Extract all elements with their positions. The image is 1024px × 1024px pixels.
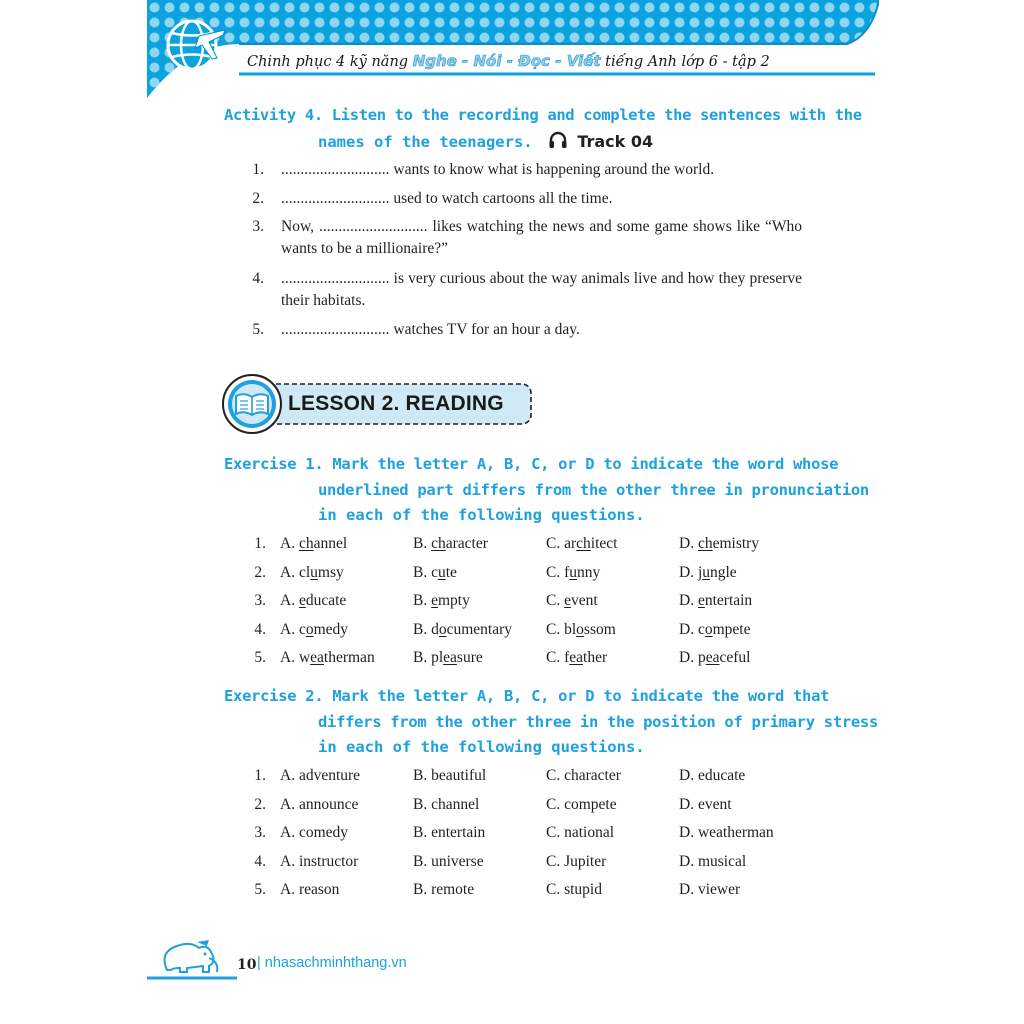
option-c: C. character: [546, 767, 621, 784]
option-d: D. peaceful: [679, 649, 751, 667]
underlined-part: ch: [576, 535, 591, 552]
option-a: A. instructor: [280, 852, 359, 870]
lesson-title: LESSON 2. READING: [288, 392, 504, 415]
underlined-part: e: [431, 592, 438, 610]
underlined-part: ch: [697, 535, 713, 552]
underlined-part: o: [704, 620, 713, 638]
sentence-text: Now, ............................ likes watching the news and some game shows like “Who wants to be a millionaire?”: [281, 218, 802, 257]
underlined-part: ea: [705, 649, 720, 667]
underlined-part: e: [298, 592, 306, 610]
underlined-part: e: [697, 592, 705, 610]
row-number: 3.: [254, 824, 266, 842]
option-c: C. blossom: [546, 620, 616, 638]
elephant-icon: [147, 932, 237, 982]
underlined-part: ea: [569, 649, 584, 667]
row-number: 4.: [254, 852, 266, 870]
option-b: B. pleasure: [413, 649, 483, 667]
option-a: A. clumsy: [280, 563, 344, 581]
option-d: D. entertain: [679, 592, 753, 610]
row-number: 2.: [254, 795, 266, 813]
option-d: D. jungle: [679, 563, 737, 581]
activity4-heading: Activity 4. Listen to the recording and complete the sentences with the names of the teenagers. Track 04: [224, 106, 862, 151]
option-d: D. educate: [679, 767, 746, 784]
option-b: B. cute: [413, 563, 457, 581]
sentence-text: ............................ watches TV for an hour a day.: [281, 321, 580, 338]
option-c: C. feather: [546, 649, 608, 667]
option-b: B. entertain: [413, 824, 486, 842]
option-d: D. chemistry: [679, 535, 760, 552]
option-a: A. comedy: [280, 824, 349, 842]
underlined-part: o: [305, 620, 314, 638]
option-d: D. compete: [679, 620, 751, 638]
footer-website: | nhasachminhthang.vn: [257, 955, 407, 971]
row-number: 3.: [254, 592, 266, 610]
exercise2-heading: Exercise 2. Mark the letter A, B, C, or D to indicate the word that differs from the other three in the position of primary stress in each of the following questions.: [224, 687, 878, 756]
option-a: A. reason: [280, 881, 340, 899]
option-c: C. architect: [546, 535, 618, 552]
sentence-text: ............................ is very curious about the way animals live and how they preserve their habitats.: [281, 270, 802, 309]
option-a: A. educate: [280, 592, 347, 610]
option-c: C. Jupiter: [546, 852, 607, 870]
option-b: B. empty: [413, 592, 470, 610]
underlined-part: ch: [431, 535, 446, 552]
sentence-text: ............................ wants to know what is happening around the world.: [281, 161, 715, 178]
underlined-part: e: [564, 592, 571, 610]
page-header: [147, 0, 879, 98]
option-b: B. beautiful: [413, 767, 487, 784]
option-d: D. musical: [679, 852, 747, 870]
underlined-part: ch: [298, 535, 314, 552]
headphones-icon: [548, 131, 568, 149]
option-d: D. viewer: [679, 881, 741, 899]
track-label: Track 04: [577, 131, 654, 151]
underlined-part: ea: [310, 649, 324, 667]
option-a: A. announce: [280, 795, 359, 813]
option-d: D. weatherman: [679, 824, 774, 842]
option-c: C. funny: [546, 563, 601, 581]
option-c: C. event: [546, 592, 598, 610]
underlined-part: o: [438, 620, 447, 638]
row-number: 1.: [254, 767, 266, 784]
option-c: C. compete: [546, 795, 617, 813]
option-b: B. remote: [413, 881, 475, 899]
option-b: B. character: [413, 535, 488, 552]
option-a: A. channel: [280, 535, 348, 552]
option-d: D. event: [679, 795, 732, 813]
header-title: Chinh phục 4 kỹ năng Nghe - Nói - Đọc - Viết tiếng Anh lớp 6 - tập 2: [247, 52, 770, 70]
row-number: 1.: [254, 535, 266, 552]
option-c: C. national: [546, 824, 615, 842]
underlined-part: ea: [443, 649, 457, 667]
option-a: A. adventure: [280, 767, 361, 784]
underlined-part: u: [310, 563, 318, 581]
row-number: 4.: [254, 620, 266, 638]
option-b: B. universe: [413, 852, 484, 870]
option-a: A. comedy: [280, 620, 349, 638]
header-banner: [147, 0, 879, 98]
lesson-banner: [221, 372, 533, 436]
sentence-text: ............................ used to watch cartoons all the time.: [281, 190, 613, 207]
option-c: C. stupid: [546, 881, 602, 899]
underlined-part: o: [576, 620, 584, 638]
open-book-icon: [236, 394, 268, 415]
underlined-part: u: [569, 563, 577, 581]
page-number: 10: [237, 957, 257, 973]
option-b: B. documentary: [413, 620, 513, 638]
exercise1-heading: Exercise 1. Mark the letter A, B, C, or D to indicate the word whose underlined part differs from the other three in pronunciation in each of the following questions.: [224, 455, 869, 524]
option-a: A. weatherman: [280, 649, 375, 667]
row-number: 5.: [254, 649, 266, 667]
underlined-part: u: [437, 563, 446, 581]
option-b: B. channel: [413, 795, 480, 813]
row-number: 2.: [254, 563, 266, 581]
row-number: 5.: [254, 881, 266, 899]
underlined-part: u: [702, 563, 710, 581]
